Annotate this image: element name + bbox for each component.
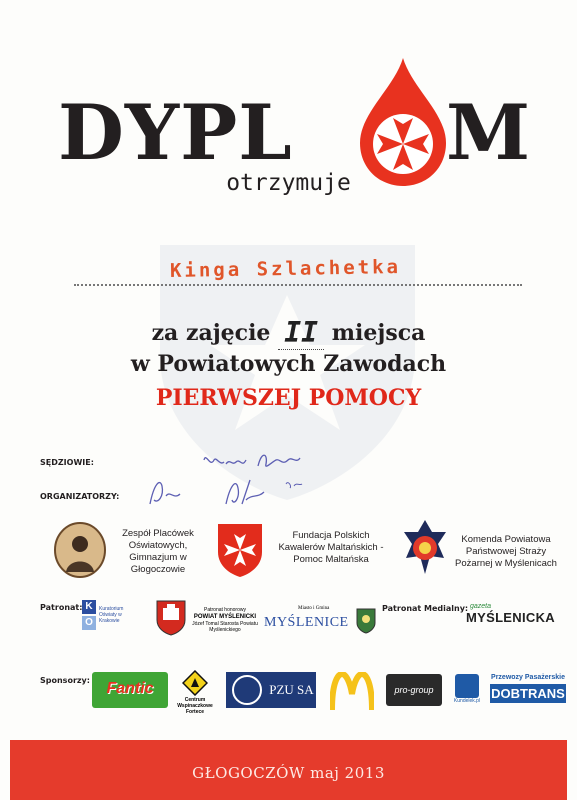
pzu-text: PZU SA — [269, 682, 314, 697]
ko-text: Kuratorium Oświaty w Krakowie — [99, 606, 124, 624]
award-place: II — [278, 316, 324, 350]
judges-label: SĘDZIOWIE: — [40, 458, 94, 467]
ko-o-icon: O — [82, 616, 96, 630]
award-line-1 — [0, 314, 577, 348]
powiat-title: POWIAT MYŚLENICKI — [193, 614, 257, 620]
powiat-sub: Józef Tomal Starosta Powiatu Myślenickiego — [192, 621, 258, 633]
media-patronage-label: Patronat Medialny: — [382, 604, 469, 613]
gmina-small: Miasto i Gmina — [298, 606, 330, 611]
pzu-emblem-icon — [232, 675, 262, 705]
fantic-logo: Fantic — [92, 672, 168, 708]
award-line-2: w Powiatowych Zawodach — [130, 351, 447, 377]
gazeta-small: gazeta — [470, 603, 492, 610]
title — [0, 40, 577, 177]
school-emblem-icon — [54, 522, 106, 578]
mcdonalds-logo-icon — [330, 672, 374, 710]
gmina-title: MYŚLENICE — [264, 615, 349, 630]
organizer-maltese-text: Fundacja Polskich Kawalerów Maltańskich -Pomoc Maltańska — [278, 530, 384, 565]
ko-logo — [82, 600, 138, 634]
award-line-3: PIERWSZEJ POMOCY — [155, 385, 422, 411]
dobtrans-small: Przewozy Pasażerskie — [491, 674, 565, 681]
gazeta-logo — [466, 603, 562, 625]
myslenice-logo — [264, 606, 380, 636]
fire-brigade-emblem-icon — [400, 518, 450, 580]
kundelek-logo — [452, 674, 482, 708]
kundelek-icon — [455, 674, 479, 698]
gazeta-title: MYŚLENICKA — [466, 610, 555, 625]
pzu-logo — [226, 672, 316, 708]
sponsors-label: Sponsorzy: — [40, 676, 90, 685]
kundelek-text: Kundelek.pl — [453, 698, 481, 704]
recipient-name: Kinga Szlachetka — [169, 255, 402, 283]
title-part-left: DYPL — [58, 88, 293, 177]
organizer-fire-text: Komenda Powiatowa Państwowej Straży Pożarnej w Myślenicach — [455, 534, 557, 569]
progroup-logo: pro-group — [386, 674, 442, 706]
receives-label: otrzymuje — [226, 170, 351, 196]
title-part-right: M — [446, 88, 532, 177]
fortece-sign-icon — [182, 670, 208, 696]
organizer-school-text: Zespół Placówek Oświatowych, Gimnazjum w Głogoczowie — [122, 528, 194, 575]
maltese-shield-icon — [216, 522, 264, 578]
award-line-1-after: miejsca — [331, 320, 426, 346]
organizers-label: ORGANIZATORZY: — [40, 492, 120, 501]
judge-signature-2 — [146, 474, 306, 508]
award-line-1-before: za zajęcie — [151, 320, 271, 346]
gmina-crest-icon — [356, 608, 376, 634]
ko-k-icon: K — [82, 600, 96, 614]
powiat-small: Patronat honorowy — [204, 607, 246, 613]
dobtrans-logo — [490, 674, 566, 703]
footer-text: GŁOGOCZÓW maj 2013 — [192, 764, 385, 782]
name-dotted-line — [74, 284, 522, 286]
patronage-label: Patronat: — [40, 603, 83, 612]
fortece-text: Centrum Wspinaczkowe Fortece — [177, 697, 213, 715]
blood-drop-cross-icon — [360, 58, 446, 186]
dobtrans-title: DOBTRANS — [491, 686, 565, 701]
powiat-logo — [190, 607, 260, 633]
powiat-crest-icon — [156, 600, 186, 636]
